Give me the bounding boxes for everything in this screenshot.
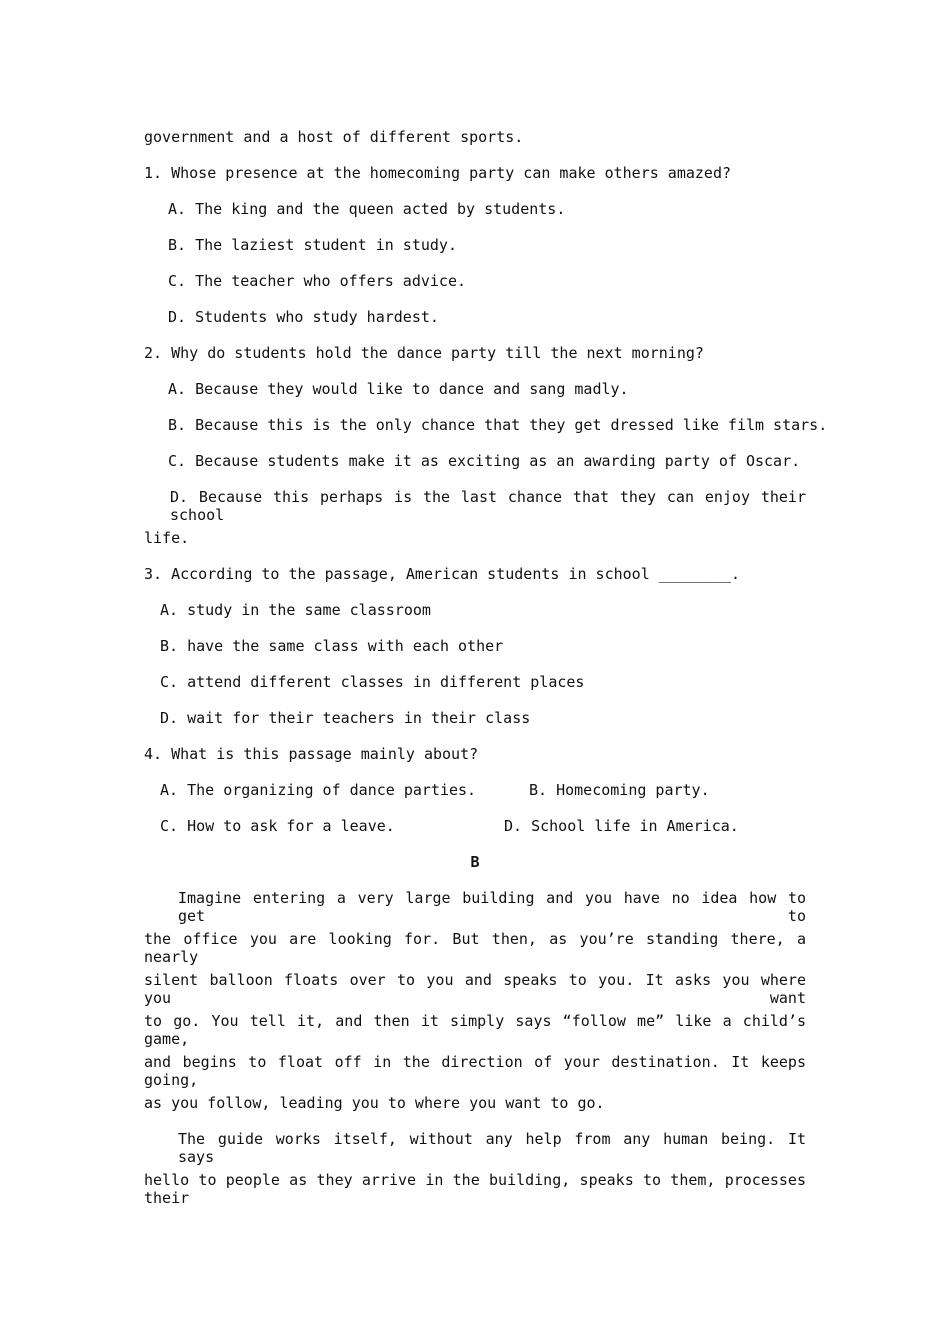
question-4-option-c: C. How to ask for a leave.: [160, 817, 395, 835]
question-3-option-d: D. wait for their teachers in their class: [160, 709, 531, 727]
question-2-option-d-wrap: life.: [144, 529, 190, 547]
question-3-option-a: A. study in the same classroom: [160, 601, 431, 619]
question-1-option-c: C. The teacher who offers advice.: [168, 272, 467, 290]
question-1-option-a: A. The king and the queen acted by students.: [168, 200, 566, 218]
paragraph-line: the office you are looking for. But then, as you’re standing there, a nearly: [144, 930, 806, 966]
paragraph-line: The guide works itself, without any help from any human being. It says: [178, 1130, 806, 1166]
section-heading: B: [470, 853, 480, 871]
question-4-stem: 4. What is this passage mainly about?: [144, 745, 479, 763]
question-2-option-c: C. Because students make it as exciting as an awarding party of Oscar.: [168, 452, 801, 470]
question-2-option-d: D. Because this perhaps is the last chance that they can enjoy their school: [170, 488, 806, 524]
paragraph-line: silent balloon floats over to you and speaks to you. It asks you where you want: [144, 971, 806, 1007]
question-1-stem: 1. Whose presence at the homecoming party can make others amazed?: [144, 164, 731, 182]
paragraph-line: hello to people as they arrive in the building, speaks to them, processes their: [144, 1171, 806, 1207]
question-2-option-a: A. Because they would like to dance and sang madly.: [168, 380, 629, 398]
question-2-option-b: B. Because this is the only chance that they get dressed like film stars.: [168, 416, 828, 434]
question-3-option-c: C. attend different classes in different places: [160, 673, 585, 691]
question-4-option-d: D. School life in America.: [504, 817, 739, 835]
question-3-option-b: B. have the same class with each other: [160, 637, 504, 655]
passage-text-line: government and a host of different sports.: [144, 128, 524, 146]
paragraph-line: Imagine entering a very large building and you have no idea how to get to: [178, 889, 806, 925]
paragraph-line: to go. You tell it, and then it simply says “follow me” like a child’s game,: [144, 1012, 806, 1048]
question-4-option-a: A. The organizing of dance parties.: [160, 781, 477, 799]
paragraph-line: as you follow, leading you to where you want to go.: [144, 1094, 605, 1112]
paragraph-line: and begins to float off in the direction of your destination. It keeps going,: [144, 1053, 806, 1089]
question-3-stem: 3. According to the passage, American students in school ________.: [144, 565, 741, 583]
question-1-option-d: D. Students who study hardest.: [168, 308, 439, 326]
question-4-option-b: B. Homecoming party.: [529, 781, 710, 799]
question-2-stem: 2. Why do students hold the dance party till the next morning?: [144, 344, 704, 362]
question-1-option-b: B. The laziest student in study.: [168, 236, 457, 254]
